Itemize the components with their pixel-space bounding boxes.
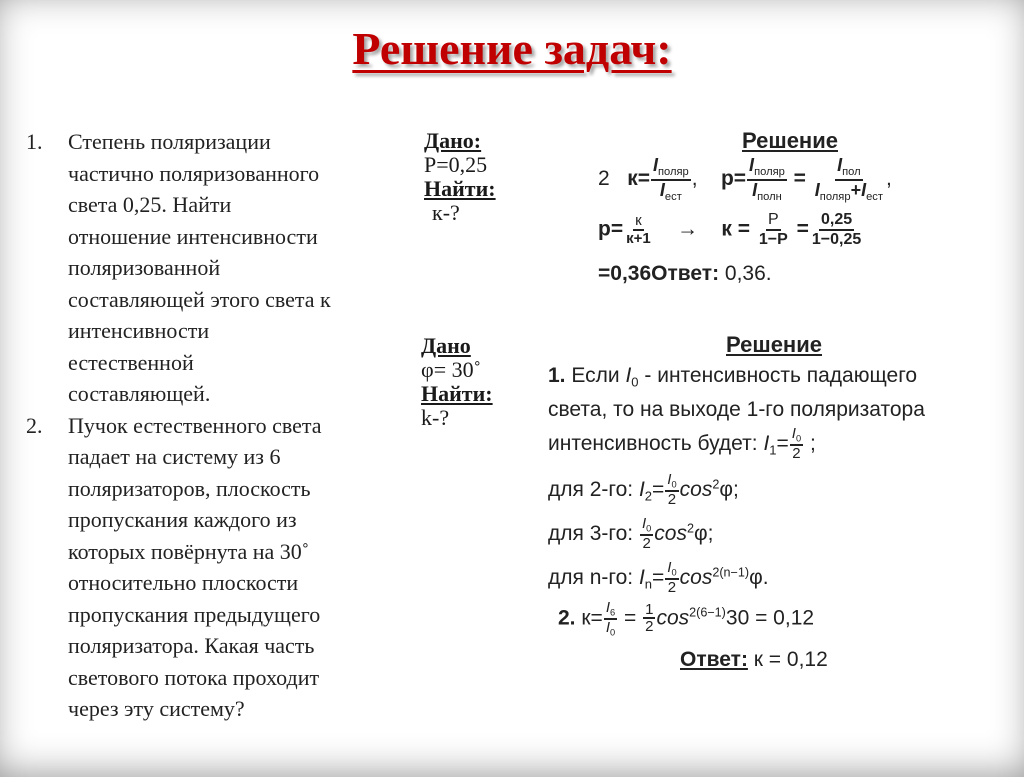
task-number: 1. [26, 129, 43, 154]
tasks-list [26, 126, 396, 725]
task-line: отношение интенсивности [68, 223, 318, 249]
solution-2-for-2: для 2-го: $I_2=$ $\frac{I_0}{2}$ $\cos^2\varphi$; [548, 471, 739, 508]
given-header: Дано: [424, 128, 482, 153]
fraction: $\frac{I_0}{2}$ [791, 425, 802, 462]
task-line: Степень поляризации [68, 129, 271, 154]
task-line: поляризованной [68, 255, 221, 280]
task-line: пропускания каждого из [68, 507, 297, 532]
task-line: частично поляризованного [68, 160, 320, 186]
given-value: φ= 30˚ [421, 357, 481, 382]
solution-2-step-1-line-3: интенсивность будет: $I_1=$ $\frac{I_0}{2}$ ; [548, 425, 816, 462]
task-number: 2. [26, 412, 43, 438]
fraction: $\frac{I_6}{I_0}$ [605, 599, 616, 638]
fraction: $\frac{I_{поляр}}{I_{полн}}$ [749, 155, 785, 203]
task-line: составляющей этого света к [68, 286, 331, 312]
arrow-icon: → [677, 217, 699, 241]
step-number: 2 [598, 166, 610, 190]
task-line: через эту систему? [68, 696, 245, 721]
task-line: света 0,25. Найти [68, 192, 232, 217]
fraction: $\frac{к}{к+1}$ [626, 212, 651, 247]
fraction: $\frac{I_0}{2}$ [641, 515, 652, 552]
fraction: $\frac{I_0}{2}$ [667, 559, 677, 596]
task-line: естественной [68, 349, 194, 375]
fraction: $\frac{Р}{1-Р}$ [758, 211, 788, 248]
task-1 [26, 126, 396, 410]
task-line: Пучок естественного света [68, 412, 322, 438]
given-2 [421, 334, 493, 430]
fraction: $\frac{0,25}{1-0,25}$ [811, 211, 862, 248]
find-value: k-? [421, 405, 450, 430]
fraction: $\frac{I_{поляр}}{I_{ест}}$ [652, 155, 689, 203]
solution-1-line-1: 2 к= $\frac{I_{поляр}}{I_{ест}}$ , р= $\frac{I_{поляр}}{I_{полн}}$ = $\frac{I_{пол}}{I_{поляр}+I_{ест}}$ , [598, 155, 892, 203]
solution-2-for-3: для 3-го: $\frac{I_0}{2}$ $\cos^2\varphi$; [548, 515, 714, 552]
solution-1-answer: =0,36Ответ: 0,36. [598, 262, 772, 285]
solution-header: Решение [726, 332, 822, 357]
task-line: падает на систему из 6 [68, 444, 281, 469]
task-line: светового потока проходит [68, 664, 320, 690]
solution-2-for-n: для n-го: $I_n=$ $\frac{I_0}{2}$ $\cos^{2(n-1)}\varphi$. [548, 559, 769, 596]
task-2 [26, 410, 396, 725]
k-label: к= [627, 166, 650, 190]
solution-2-step-1-line-1: 1. Если $I_0$ - интенсивность падающего [548, 364, 918, 390]
find-header: Найти: [424, 176, 496, 201]
given-value: Р=0,25 [424, 152, 488, 177]
task-line: которых повёрнута на 30˚ [68, 538, 310, 564]
solution-2-step-1-line-2: света, то на выходе 1-го поляризатора [548, 398, 925, 421]
fraction: $\frac{1}{2}$ [645, 600, 654, 636]
task-line: интенсивности [68, 318, 210, 343]
solution-2-step-2: 2. к= $\frac{I_6}{I_0}$ = $\frac{1}{2}$ $\cos^{2(6-1)}30 = 0,12$ [558, 599, 815, 638]
solution-2 [548, 332, 1018, 692]
solution-header: Решение [742, 128, 838, 153]
task-line: пропускания предыдущего [68, 601, 321, 627]
task-line: относительно плоскости [68, 570, 299, 595]
solution-1-line-2: р= $\frac{к}{к+1}$ → к = $\frac{Р}{1-Р}$ = $\frac{0,25}{1-0,25}$ [598, 211, 862, 248]
slide-title: Решение задач: [352, 23, 672, 74]
find-value: к-? [432, 200, 460, 225]
given-1 [424, 129, 496, 225]
task-line: составляющей. [68, 381, 211, 406]
fraction: $\frac{I_{пол}}{I_{поляр}+I_{ест}}$ [814, 155, 883, 203]
given-header: Дано [421, 333, 471, 358]
task-line: поляризаторов, плоскость [68, 475, 311, 501]
find-header: Найти: [421, 381, 493, 406]
task-line: поляризатора. Какая часть [68, 633, 315, 658]
fraction: $\frac{I_0}{2}$ [667, 471, 677, 508]
p-label: р= [720, 166, 747, 190]
solution-1 [598, 128, 1008, 298]
solution-2-answer: Ответ: к = 0,12 [680, 648, 828, 671]
